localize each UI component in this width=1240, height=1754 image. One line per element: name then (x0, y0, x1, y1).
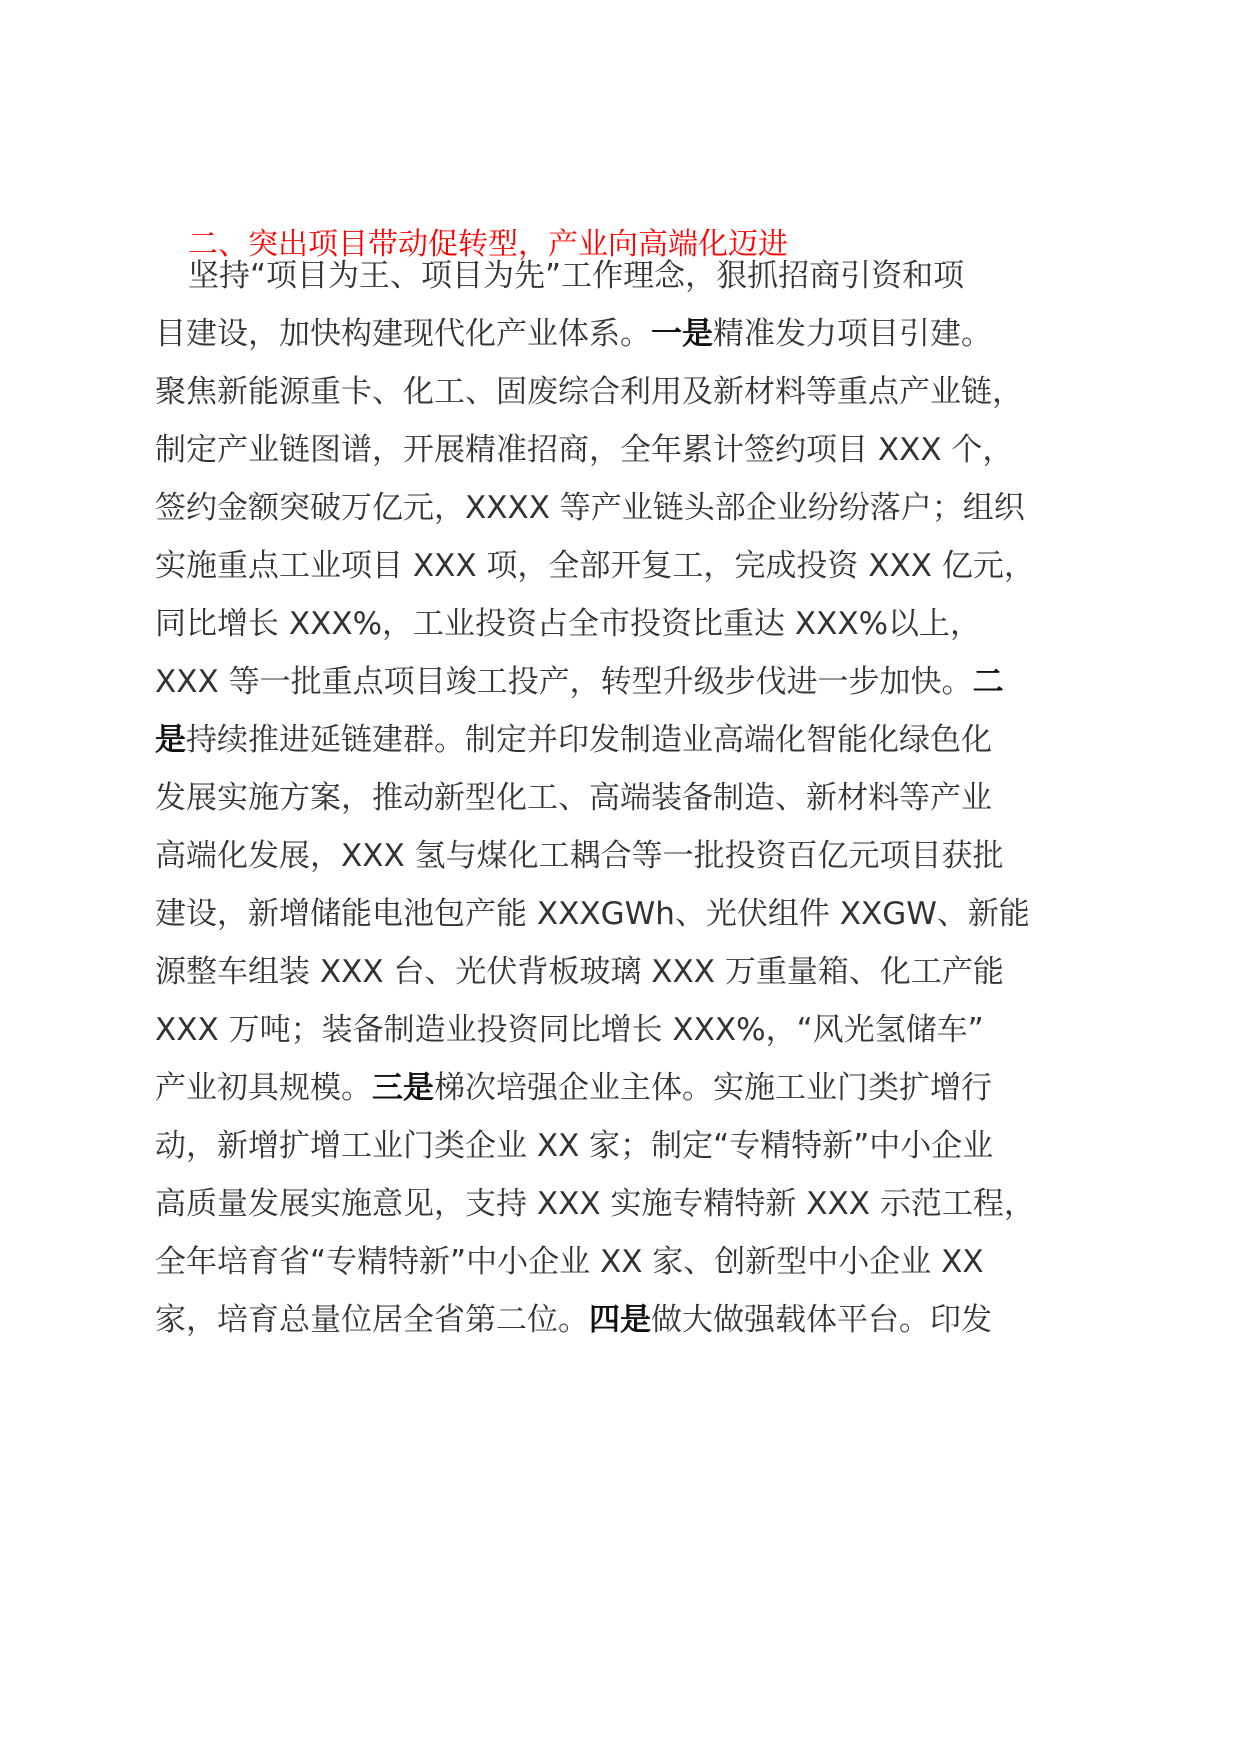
text-line (155, 1008, 984, 1052)
text-segment: 家，培育总量位居全省第二位。 (155, 1302, 589, 1338)
text-line (155, 950, 1004, 994)
text-segment: 聚焦新能源重卡、化工、固废综合利用及新材料等重点产业链， (155, 374, 1023, 410)
text-segment: 同比增长 XXX%，工业投资占全市投资比重达 XXX%以上， (155, 606, 982, 642)
text-segment: 全年培育省“专精特新”中小企业 XX 家、创新型中小企业 XX (155, 1244, 984, 1280)
text-segment: 源整车组装 XXX 台、光伏背板玻璃 XXX 万重量箱、化工产能 (155, 954, 1004, 990)
text-line (155, 1240, 984, 1284)
lead-phrase: 三是 (372, 1070, 434, 1106)
text-line (155, 834, 1004, 878)
text-line (155, 1124, 993, 1168)
text-line (188, 254, 964, 298)
text-line (155, 486, 1025, 530)
text-line (155, 370, 1023, 414)
text-segment: 高端化发展，XXX 氢与煤化工耦合等一批投资百亿元项目获批 (155, 838, 1004, 874)
text-line (155, 718, 992, 762)
text-segment: XXX 等一批重点项目竣工投产，转型升级步伐进一步加快。 (155, 664, 973, 700)
text-segment: 坚持“项目为王、项目为先”工作理念，狠抓招商引资和项 (188, 258, 965, 294)
text-line (155, 1182, 1035, 1226)
text-segment: 实施重点工业项目 XXX 项，全部开复工，完成投资 XXX 亿元， (155, 548, 1035, 584)
text-segment: 产业初具规模。 (155, 1070, 372, 1106)
text-segment: 做大做强载体平台。印发 (651, 1302, 992, 1338)
text-segment: 高质量发展实施意见，支持 XXX 实施专精特新 XXX 示范工程， (155, 1186, 1035, 1222)
lead-phrase: 一是 (651, 316, 713, 352)
text-line (155, 428, 1013, 472)
lead-phrase: 是 (155, 722, 186, 758)
text-segment: 目建设，加快构建现代化产业体系。 (155, 316, 651, 352)
text-line (155, 1298, 992, 1342)
text-segment: 梯次培强企业主体。实施工业门类扩增行 (434, 1070, 992, 1106)
section-heading: 二、突出项目带动促转型，产业向高端化迈进 (188, 227, 788, 262)
text-segment: 签约金额突破万亿元，XXXX 等产业链头部企业纷纷落户；组织 (155, 490, 1025, 526)
text-line (155, 660, 1004, 704)
text-line (155, 602, 981, 646)
text-line (155, 1066, 992, 1110)
lead-phrase: 四是 (589, 1302, 651, 1338)
text-segment: 建设，新增储能电池包产能 XXXGWh、光伏组件 XXGW、新能 (155, 896, 1030, 932)
text-line (155, 544, 1035, 588)
text-segment: 动，新增扩增工业门类企业 XX 家；制定“专精特新”中小企业 (155, 1128, 994, 1164)
text-segment: 精准发力项目引建。 (713, 316, 992, 352)
text-line (155, 776, 992, 820)
text-segment: XXX 万吨；装备制造业投资同比增长 XXX%，“风光氢储车” (155, 1012, 984, 1048)
text-segment: 发展实施方案，推动新型化工、高端装备制造、新材料等产业 (155, 780, 992, 816)
text-line (155, 312, 992, 356)
text-segment: 持续推进延链建群。制定并印发制造业高端化智能化绿色化 (186, 722, 992, 758)
text-line (155, 892, 1030, 936)
text-segment: 制定产业链图谱，开展精准招商，全年累计签约项目 XXX 个， (155, 432, 1014, 468)
lead-phrase: 二 (972, 664, 1004, 700)
